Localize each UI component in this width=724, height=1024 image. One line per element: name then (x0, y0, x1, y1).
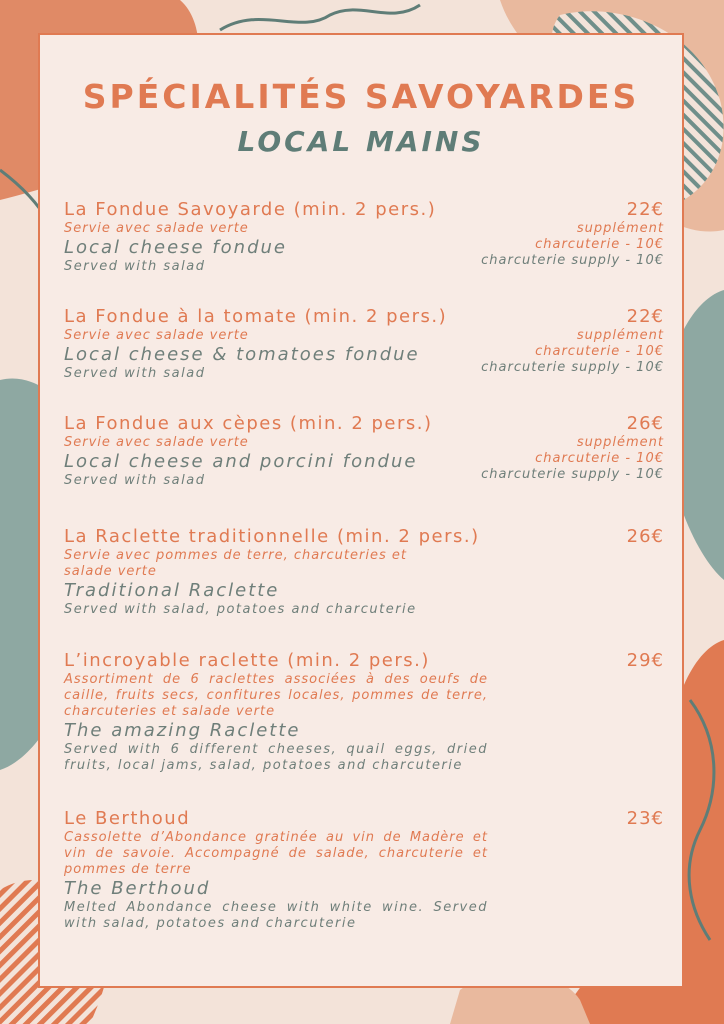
item-description-fr: Assortiment de 6 raclettes associées à des oeufs de caille, fruits secs, confitures locales, pommes de terre, charcuteries et salade verte (64, 672, 488, 719)
supplement-label: supplément (576, 328, 664, 343)
supplement-label: supplément (576, 435, 664, 450)
item-name: Le Berthoud (64, 808, 191, 829)
menu-item (64, 413, 664, 489)
item-description-en: Served with 6 different cheeses, quail eggs, dried fruits, local jams, salad, potatoes and charcuterie (64, 742, 488, 773)
item-price-block (627, 526, 664, 548)
supplement-en: charcuterie supply - 10€ (481, 467, 664, 482)
item-description-fr: Servie avec salade verte (64, 221, 249, 236)
item-name: La Fondue aux cèpes (min. 2 pers.) (64, 413, 433, 434)
item-name: La Fondue à la tomate (min. 2 pers.) (64, 306, 448, 327)
menu-item (64, 526, 664, 618)
teal-curve-line-top (220, 5, 420, 30)
menu-item (64, 199, 664, 275)
item-price-block (481, 306, 664, 376)
item-price: 22€ (626, 306, 664, 327)
item-name: La Raclette traditionnelle (min. 2 pers.) (64, 526, 480, 547)
menu-item (64, 306, 664, 382)
item-price-block (627, 650, 664, 672)
item-price: 22€ (626, 199, 664, 220)
item-description-en: Served with salad (64, 259, 206, 274)
item-name-en: Traditional Raclette (64, 580, 280, 601)
item-name-en: Local cheese and porcini fondue (64, 451, 418, 472)
item-description-en: Served with salad, potatoes and charcuterie (64, 602, 417, 617)
menu-title: SPÉCIALITÉS SAVOYARDES (82, 77, 640, 116)
supplement-en: charcuterie supply - 10€ (481, 360, 664, 375)
item-name-en: Local cheese fondue (64, 237, 287, 258)
item-name: La Fondue Savoyarde (min. 2 pers.) (64, 199, 437, 220)
supplement-en: charcuterie supply - 10€ (481, 253, 664, 268)
item-name: L’incroyable raclette (min. 2 pers.) (64, 650, 430, 671)
supplement-fr: charcuterie - 10€ (535, 344, 664, 359)
supplement-fr: charcuterie - 10€ (535, 451, 664, 466)
menu-item (64, 650, 664, 774)
item-name-en: The Berthoud (64, 878, 211, 899)
item-name-en: The amazing Raclette (64, 720, 301, 741)
item-description-fr: Servie avec pommes de terre, charcuteries et salade verte (64, 548, 407, 579)
supplement-label: supplément (576, 221, 664, 236)
menu-item (64, 808, 664, 932)
item-description-en: Melted Abondance cheese with white wine. Served with salad, potatoes and charcuterie (64, 900, 488, 931)
item-price-block (627, 808, 664, 830)
item-description-fr: Servie avec salade verte (64, 435, 249, 450)
item-price: 26€ (626, 413, 664, 434)
supplement-fr: charcuterie - 10€ (535, 237, 664, 252)
item-price-block (481, 413, 664, 483)
item-description-fr: Servie avec salade verte (64, 328, 249, 343)
menu-subtitle: LOCAL MAINS (237, 125, 485, 158)
item-description-fr: Cassolette d’Abondance gratinée au vin de Madère et vin de savoie. Accompagné de salade, charcuterie et pommes de terre (64, 830, 488, 877)
item-description-en: Served with salad (64, 366, 206, 381)
item-price-block (481, 199, 664, 269)
item-price: 29€ (626, 650, 664, 671)
item-price: 23€ (626, 808, 664, 829)
item-name-en: Local cheese & tomatoes fondue (64, 344, 420, 365)
menu-card (38, 33, 684, 988)
item-price: 26€ (626, 526, 664, 547)
item-description-en: Served with salad (64, 473, 206, 488)
